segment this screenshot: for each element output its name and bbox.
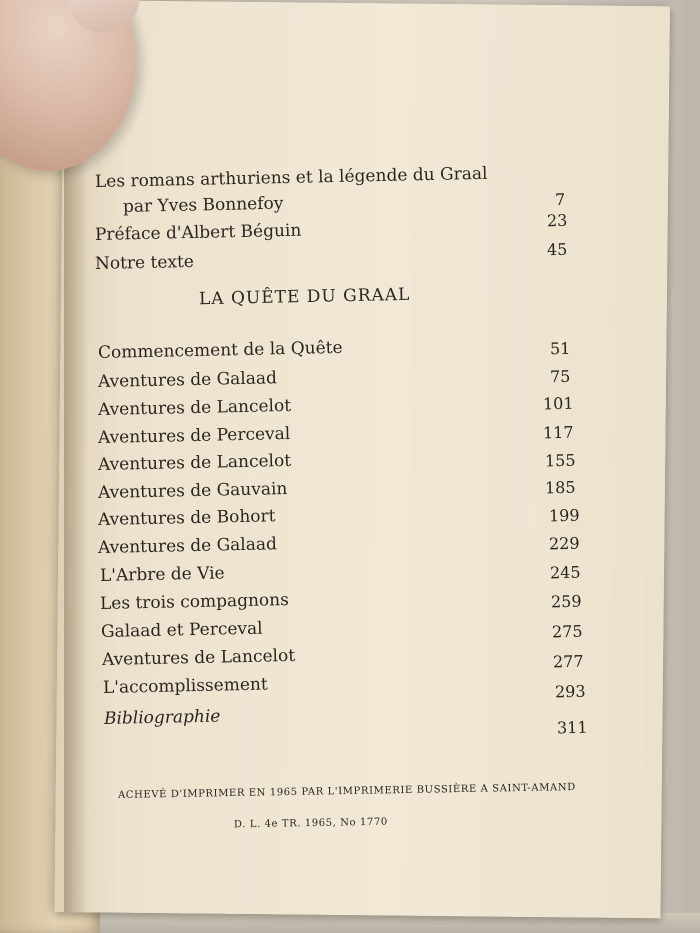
toc-page-number: 245 (549, 562, 581, 583)
toc-entry-title: Aventures de Galaad (97, 368, 278, 392)
toc-entry-title: Aventures de Lancelot (97, 395, 292, 420)
toc-entry-title: Aventures de Gauvain (97, 479, 288, 503)
toc-entry-title: Préface d'Albert Béguin (94, 220, 302, 245)
toc-entry-title: Aventures de Galaad (97, 534, 278, 558)
toc-entry-title: Aventures de Lancelot (101, 645, 296, 670)
toc-page-number: 75 (549, 366, 571, 387)
toc-page-number: 311 (556, 717, 588, 738)
toc-entry-title: Aventures de Perceval (97, 423, 291, 448)
colophon-printer-line: ACHEVÉ D'IMPRIMER EN 1965 PAR L'IMPRIMERIE BUSSIÈRE A SAINT-AMAND (117, 782, 576, 801)
toc-page-number: 117 (542, 422, 574, 443)
toc-entry-title: Notre texte (94, 251, 195, 274)
toc-entry-title: Les trois compagnons (99, 590, 290, 614)
toc-page-number: 229 (548, 533, 580, 554)
toc-page-number: 23 (546, 210, 568, 231)
section-heading: LA QUÊTE DU GRAAL (198, 284, 411, 310)
toc-entry-title: Les romans arthuriens et la légende du Graal (94, 163, 488, 192)
toc-entry-title: Commencement de la Quête (97, 337, 343, 363)
toc-entry-title: Aventures de Lancelot (97, 450, 292, 475)
toc-page-number: 51 (549, 338, 571, 359)
colophon-legal-deposit: D. L. 4e TR. 1965, No 1770 (233, 816, 388, 831)
toc-entry-title: Bibliographie (103, 706, 221, 729)
toc-page-number: 275 (551, 621, 583, 642)
toc-entry-subtitle: par Yves Bonnefoy (122, 193, 284, 217)
toc-page-number: 293 (554, 681, 586, 702)
toc-page-number: 101 (542, 393, 574, 414)
toc-entry-title: L'Arbre de Vie (99, 563, 225, 586)
toc-page-number: 259 (550, 591, 582, 612)
toc-page-number: 155 (544, 450, 576, 471)
toc-entry-title: Galaad et Perceval (100, 618, 263, 642)
toc-page-number: 277 (552, 651, 584, 672)
toc-page-number: 45 (546, 239, 568, 260)
toc-page-number: 185 (544, 477, 576, 498)
toc-page-number: 199 (548, 505, 580, 526)
toc-entry-title: L'accomplissement (102, 674, 268, 698)
toc-page-number: 7 (554, 189, 566, 210)
toc-entry-title: Aventures de Bohort (97, 506, 276, 530)
